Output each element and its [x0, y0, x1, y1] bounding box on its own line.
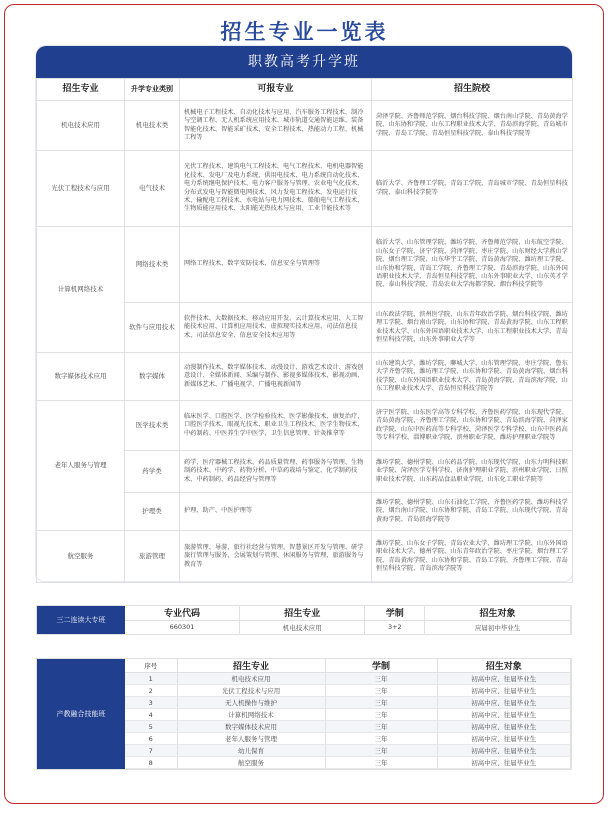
panel-header: 职教高考升学班: [36, 46, 572, 78]
header-schools: 招生院校: [372, 79, 573, 101]
table-header-row: [37, 79, 573, 101]
header-major: 招生专业: [240, 606, 365, 620]
header-duration: 学制: [325, 659, 437, 673]
target-cell: 初高中应、往届毕业生: [437, 697, 571, 709]
table-row: [125, 757, 571, 769]
target-cell: 初高中应、往届毕业生: [437, 757, 571, 769]
eligible-cell: 软件技术、大数据技术、移动应用开发、云计算技术应用、人工智能技术应用、计算机应用技术、虚拟现实技术应用、司法信息技术、司法信息安全、信息安全技术应用等: [180, 303, 372, 353]
target-cell: 初高中应、往届毕业生: [437, 673, 571, 685]
major-cell: 计算机网络技术: [177, 709, 325, 721]
eligible-cell: 临床医学、口腔医学、医学检验技术、医学影像技术、康复治疗、口腔医学技术、眼视光技术、职业卫生工程技术、医学生物技术、中药制药、中医养生学中医学、卫生信息管理、针灸推拿等: [180, 401, 372, 451]
joint-program-table: [125, 606, 571, 634]
schools-cell: 山东建筑大学、潍坊学院、聊城大学、山东管理学院、枣庄学院、鲁东大学齐鲁学院、潍坊理工学院、山东协和学院、青岛黄海学院、烟台科技学院、山东外国语职业技术大学、青岛黄海学院、青岛滨海学院、山东工程职业技术大学、青岛恒星科技学院等: [372, 353, 573, 401]
table-row: [125, 673, 571, 685]
table-row: [125, 697, 571, 709]
index-cell: 6: [125, 733, 177, 745]
major-cell: 幼儿保育: [177, 745, 325, 757]
target-cell: 初高中应、往届毕业生: [437, 721, 571, 733]
eligible-cell: 旅游管理、导游、旅行社经营与管理、智慧景区开发与管理、研学旅行管理与服务、会展策划与管理、休闲服务与管理、旅游服务与教育等: [180, 531, 372, 583]
eligible-cell: 动漫制作技术、数字媒体技术、动漫设计、游戏艺术设计、游戏创意设计、全媒体新闻、采编与制作、影视多媒体技术、影视动画、新媒体艺术、广播电视学、广播电视新闻等: [180, 353, 372, 401]
category-cell: 数字媒体: [125, 353, 180, 401]
target-cell: 应届初中毕业生: [425, 620, 571, 634]
integration-program-label: 产教融合技能班: [37, 659, 125, 769]
header-index: 序号: [125, 659, 177, 673]
target-cell: 初高中应、往届毕业生: [437, 733, 571, 745]
duration-cell: 三年: [325, 733, 437, 745]
schools-cell: 山东政法学院、滨州医学院、山东青年政治学院、烟台科技学院、潍坊理工学院、烟台南山学院、山东协和学院、青岛黄海学院、山东工程职业技术大学、山东外国语职业技术大学、山东工程职业技术大学、青岛恒星科技学院、山东外事职业大学等: [372, 303, 573, 353]
table-row: [125, 685, 571, 697]
category-cell: 软件与应用技术: [125, 303, 180, 353]
duration-cell: 三年: [325, 685, 437, 697]
header-code: 专业代码: [125, 606, 240, 620]
table-row: [125, 620, 571, 634]
duration-cell: 三年: [325, 673, 437, 685]
index-cell: 3: [125, 697, 177, 709]
duration-cell: 三年: [325, 757, 437, 769]
index-cell: 7: [125, 745, 177, 757]
schools-cell: 临沂大学、山东管理学院、潍坊学院、齐鲁师范学院、山东航空学院、山东女子学院、济宁学院、菏泽学院、枣庄学院、山东财经大学燕山学院、烟台理工学院、山东华宇工学院、青岛黄海学院、潍坊理工学院、山东协和学院、青岛工学院、齐鲁理工学院、青岛滨海学院、山东外国语职业技术大学、青岛恒星科技学院、山东外事职业大学、山东英才学院、泰山科技学院、青岛农业大学海都学院、烟台科技学院等: [372, 227, 573, 303]
table-row: [37, 531, 573, 583]
category-cell: 护理类: [125, 493, 180, 531]
header-duration: 学制: [365, 606, 425, 620]
table-row: [125, 745, 571, 757]
major-cell: 机电技术应用: [240, 620, 365, 634]
schools-cell: 潍坊学院、德州学院、山东药品学院、山东现代学院、山东力明科技职业学院、菏泽医学专科学校、济南护理职业学院、滨州职业学院、日照职业技术学院、山东药品食品职业学院、山东化工职业学院等: [372, 451, 573, 493]
header-target: 招生对象: [425, 606, 571, 620]
table-row: [125, 721, 571, 733]
eligible-cell: 护理、助产、中医护理等: [180, 493, 372, 531]
table-row: [125, 733, 571, 745]
index-cell: 2: [125, 685, 177, 697]
major-cell: 老年人服务与管理: [37, 401, 125, 531]
category-cell: 医学技术类: [125, 401, 180, 451]
code-cell: 660301: [125, 620, 240, 634]
table-row: [37, 227, 573, 303]
major-cell: 光伏工程技术与应用: [37, 151, 125, 227]
header-major: 招生专业: [37, 79, 125, 101]
major-cell: 数字媒体技术应用: [177, 721, 325, 733]
major-cell: 老年人服务与管理: [177, 733, 325, 745]
eligible-cell: 药学、医疗器械工程技术、药品质量管理、药事服务与管理、生物制药技术、中药学、药物分析、中草药栽培与鉴定、化学制药技术、中药制药、药品经营与管理等: [180, 451, 372, 493]
major-cell: 计算机网络技术: [37, 227, 125, 353]
header-category: 升学专业类别: [125, 79, 180, 101]
table-header-row: [125, 606, 571, 620]
target-cell: 初高中应、往届毕业生: [437, 709, 571, 721]
table-row: [37, 401, 573, 451]
table-row: [37, 353, 573, 401]
schools-cell: 济宁医学院、山东医学高等专科学校、齐鲁医药学院、山东现代学院、青岛黄海学院、齐鲁理工学院、山东协和学院、青岛滨海学院、菏泽家政学院、山东中医药高等专科学校、菏泽医学专科学校、山东中医药高等专科学校、淄博职业学院、滨州职业学院、潍坊护理职业学院等: [372, 401, 573, 451]
index-cell: 1: [125, 673, 177, 685]
page-title: 招生专业一览表: [220, 20, 389, 44]
table-row: [125, 709, 571, 721]
majors-table: [36, 78, 573, 583]
schools-cell: 潍坊学院、德州学院、山东石油化工学院、齐鲁医药学院、潍坊科技学院、烟台南山学院、山东协和学院、青岛工学院、山东现代学院、青岛黄海学院、青岛滨海学院等: [372, 493, 573, 531]
target-cell: 初高中应、往届毕业生: [437, 745, 571, 757]
header-target: 招生对象: [437, 659, 571, 673]
major-cell: 机电技术应用: [37, 101, 125, 151]
index-cell: 8: [125, 757, 177, 769]
major-cell: 数字媒体技术应用: [37, 353, 125, 401]
duration-cell: 三年: [325, 745, 437, 757]
major-cell: 航空服务: [37, 531, 125, 583]
integration-program-section: [36, 658, 572, 770]
joint-program-label: 三二连读大专班: [37, 606, 125, 634]
header-eligible: 可报专业: [180, 79, 372, 101]
category-cell: 网络技术类: [125, 227, 180, 303]
category-cell: 电气技术: [125, 151, 180, 227]
category-cell: 药学类: [125, 451, 180, 493]
major-cell: 航空服务: [177, 757, 325, 769]
eligible-cell: 机械电子工程技术、自动化技术与应用、汽车服务工程技术、制冷与空调工程、无人机系统应用技术、城市轨道交通智能运维、装备智能化技术、智能采矿技术、安全工程技术、热能动力工程、机械工程等: [180, 101, 372, 151]
category-cell: 机电技术类: [125, 101, 180, 151]
schools-cell: 临沂大学、齐鲁理工学院、青岛工学院、青岛城市学院、青岛恒星科技学院、泰山科技学院等: [372, 151, 573, 227]
duration-cell: 3+2: [365, 620, 425, 634]
index-cell: 5: [125, 721, 177, 733]
table-row: [37, 101, 573, 151]
category-cell: 旅游管理: [125, 531, 180, 583]
target-cell: 初高中应、往届毕业生: [437, 685, 571, 697]
schools-cell: 菏泽学院、齐鲁师范学院、烟台科技学院、烟台南山学院、青岛黄海学院、山东协和学院、山东工程职业技术大学、青岛滨海学院、青岛城市学院、青岛工学院、青岛恒星科技学院、泰山科技学院等: [372, 101, 573, 151]
admission-panel: [36, 46, 572, 581]
header-major: 招生专业: [177, 659, 325, 673]
integration-program-table: [125, 659, 571, 769]
table-row: [37, 151, 573, 227]
duration-cell: 三年: [325, 721, 437, 733]
index-cell: 4: [125, 709, 177, 721]
duration-cell: 三年: [325, 697, 437, 709]
schools-cell: 潍坊学院、山东女子学院、青岛农业大学、潍坊理工学院、山东外国语职业技术大学、德州学院、山东青年政治学院、枣庄学院、烟台理工学院、青岛黄海学院、山东协和学院、青岛工学院、齐鲁理工学院、青岛恒星科技学院、青岛滨海学院等: [372, 531, 573, 583]
eligible-cell: 光伏工程技术、建筑电气工程技术、电气工程技术、电机电器智能化技术、发电厂及电力系统、供用电技术、电力系统自动化技术、电力系统继电保护技术、电力客户服务与管理、农业电气化技术、分布式发电与智能微电网技术、风力发电工程技术、发电运行技术、输配电工程技术、水电站与电力网技术、船舶电气工程技术、生物质能应用技术、太阳能光热技术与应用、工业节能技术等: [180, 151, 372, 227]
duration-cell: 三年: [325, 709, 437, 721]
major-cell: 光伏工程技术与应用: [177, 685, 325, 697]
major-cell: 无人机操作与维护: [177, 697, 325, 709]
major-cell: 机电技术应用: [177, 673, 325, 685]
eligible-cell: 网络工程技术、数字安防技术、信息安全与管理等: [180, 227, 372, 303]
table-header-row: [125, 659, 571, 673]
joint-program-section: [36, 605, 572, 635]
